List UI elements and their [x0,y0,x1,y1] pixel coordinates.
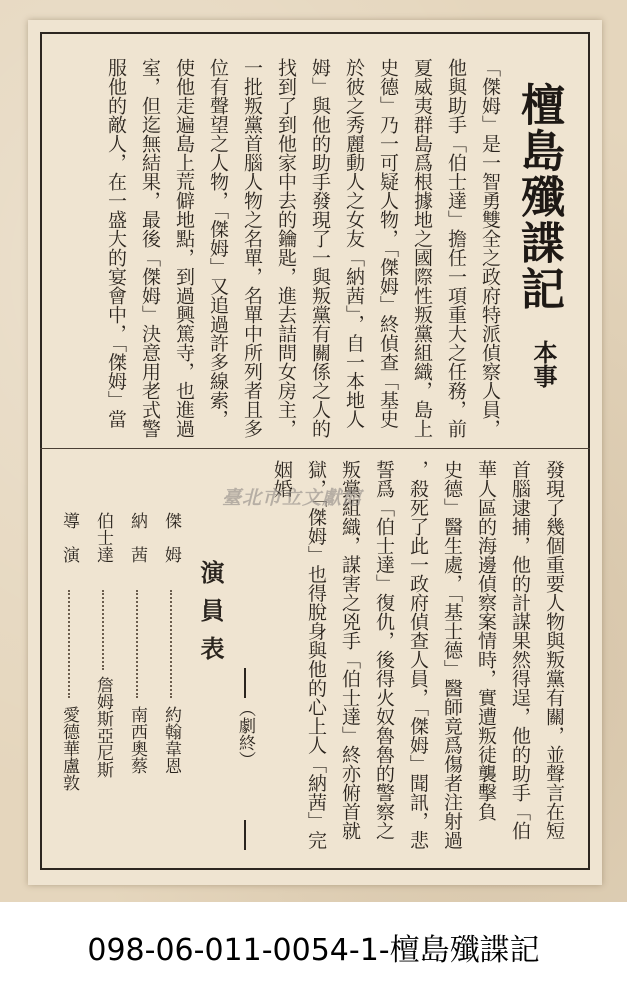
synopsis-line: 一批叛黨首腦人物之名單，名單中所列者且多 [241,58,263,438]
cast-heading: 演員表 [196,560,225,674]
synopsis-heading: 本事 [529,340,558,388]
cast-role: 傑 姆 [161,512,181,563]
synopsis-line: 服他的敵人，在一盛大的宴會中，「傑姆」當 [105,58,127,429]
synopsis-line: 史德」醫生處，「基士德」醫師竟爲傷者注射過 [441,460,463,850]
cast-role: 導 演 [59,512,79,563]
synopsis-line: 史德」乃一可疑人物，「傑姆」終偵查「基史 [377,58,399,429]
synopsis-line: 首腦逮捕，他的計謀果然得逞，他的助手「伯 [509,460,531,840]
leader-dots [170,590,172,698]
synopsis-line: 獄，「傑姆」也得脫身與他的心上人「納茜」完 [305,460,327,850]
synopsis-line: 室，但迄無結果，最後「傑姆」決意用老式警 [139,58,161,438]
cast-role: 納 茜 [127,512,147,563]
synopsis-line: 叛黨組織，謀害之兇手「伯士達」終亦俯首就 [339,460,361,840]
synopsis-line: 「傑姆」是一智勇雙全之政府特派偵察人員， [479,58,501,438]
archive-caption: 098-06-011-0054-1-檀島殲諜記 [87,933,540,968]
leader-dots [102,590,104,670]
synopsis-line: ，殺死了此一政府偵查人員，「傑姆」聞訊，悲 [407,460,429,850]
synopsis-line: 姆」與他的助手發現了一與叛黨有關係之人的 [309,58,331,438]
synopsis-line: 華人區的海邊偵察案情時，實遭叛徒襲擊負 [475,460,497,821]
end-note-dash [244,668,246,698]
cast-actor: 愛德華盧敦 [59,706,79,791]
synopsis-line: 使他走遍島上荒僻地點，到過興篤寺，也進過 [173,58,195,438]
cast-actor: 約翰韋恩 [161,706,181,774]
synopsis-line: 夏威夷群島爲根據地之國際性叛黨組織，島上 [411,58,433,438]
synopsis-line: 位有聲望之人物，「傑姆」又追過許多線索， [207,58,229,429]
synopsis-line: 於彼之秀麗動人之女友「納茜」，自一本地人 [343,58,365,429]
synopsis-line: 誓爲「伯士達」復仇，後得火奴魯魯的警察之 [373,460,395,840]
synopsis-line: 姻婚 [271,460,293,498]
archive-watermark: 臺北市立文獻館 [222,487,363,509]
section-divider [40,448,590,449]
end-note-dash [244,820,246,850]
synopsis-line: 他與助手「伯士達」擔任一項重大之任務，前 [445,58,467,438]
synopsis-line: 發現了幾個重要人物與叛黨有關，並聲言在短 [543,460,565,840]
cast-actor: 詹姆斯亞尼斯 [93,676,113,778]
end-note: （劇終） [235,700,255,768]
synopsis-line: 找到了到他家中去的鑰匙，進去詰問女房主， [275,58,297,438]
leader-dots [136,590,138,698]
cast-actor: 南西奧蔡 [127,706,147,774]
leader-dots [68,590,70,698]
flyer-title: 檀島殲諜記 [513,82,564,312]
cast-role: 伯士達 [93,512,113,563]
